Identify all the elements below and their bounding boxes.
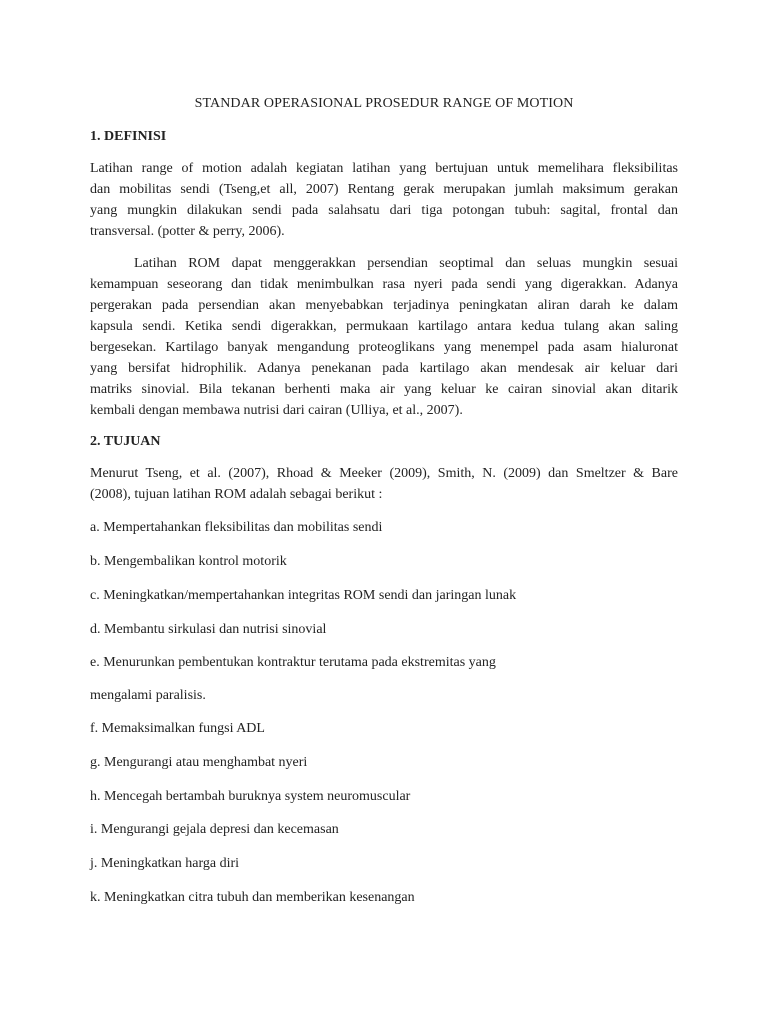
list-item: h. Mencegah bertambah buruknya system neuromuscular — [90, 789, 411, 804]
paragraph-line: kapsula sendi. Ketika sendi digerakkan, permukaan kartilago antara kedua tulang akan saling — [90, 319, 678, 334]
paragraph-line: Menurut Tseng, et al. (2007), Rhoad & Meeker (2009), Smith, N. (2009) dan Smeltzer & Bare — [90, 466, 678, 481]
paragraph-line: kemampuan seseorang dan tidak menimbulkan rasa nyeri pada sendi yang digerakkan. Adanya — [90, 277, 678, 292]
paragraph-line: yang mungkin dilakukan sendi pada salahsatu dari tiga potongan tubuh: sagital, frontal dan — [90, 203, 678, 218]
section-heading-definisi: 1. DEFINISI — [90, 129, 167, 144]
paragraph-line: dan mobilitas sendi (Tseng,et all, 2007) Rentang gerak merupakan jumlah maksimum gerakan — [90, 182, 678, 197]
list-item: c. Meningkatkan/mempertahankan integritas ROM sendi dan jaringan lunak — [90, 588, 517, 603]
paragraph-line: matriks sinovial. Bila tekanan berhenti maka air yang keluar ke cairan sinovial akan ditarik — [90, 382, 678, 397]
list-item: i. Mengurangi gejala depresi dan kecemasan — [90, 822, 339, 837]
list-item: j. Meningkatkan harga diri — [90, 856, 240, 871]
paragraph-line: Latihan range of motion adalah kegiatan latihan yang bertujuan untuk memelihara fleksibilitas — [90, 161, 678, 176]
paragraph-line: (2008), tujuan latihan ROM adalah sebagai berikut : — [90, 487, 383, 502]
list-item: a. Mempertahankan fleksibilitas dan mobilitas sendi — [90, 520, 383, 535]
list-item: k. Meningkatkan citra tubuh dan memberikan kesenangan — [90, 890, 415, 905]
paragraph-line: yang bersifat hidrophilik. Adanya penekanan pada kartilago akan mendesak air keluar dari — [90, 361, 678, 376]
section-heading-tujuan: 2. TUJUAN — [90, 434, 161, 449]
list-item: f. Memaksimalkan fungsi ADL — [90, 721, 265, 736]
paragraph-definisi-2 — [90, 253, 678, 421]
paragraph-line: Latihan ROM dapat menggerakkan persendian seoptimal dan seluas mungkin sesuai — [134, 256, 678, 271]
list-item: g. Mengurangi atau menghambat nyeri — [90, 755, 308, 770]
list-item-continuation: mengalami paralisis. — [90, 688, 206, 703]
document-title: STANDAR OPERASIONAL PROSEDUR RANGE OF MOTION — [194, 96, 574, 111]
paragraph-definisi-1 — [90, 158, 678, 242]
document-page — [90, 0, 678, 1024]
paragraph-line: kembali dengan membawa nutrisi dari cairan (Ulliya, et al., 2007). — [90, 403, 463, 418]
paragraph-tujuan-intro — [90, 463, 678, 505]
list-item: e. Menurunkan pembentukan kontraktur terutama pada ekstremitas yang — [90, 655, 496, 670]
paragraph-line: bergesekan. Kartilago banyak mengandung proteoglikans yang menempel pada asam hialuronat — [90, 340, 678, 355]
paragraph-line: pergerakan pada persendian akan menyebabkan terjadinya peningkatan aliran darah ke dalam — [90, 298, 678, 313]
list-item: d. Membantu sirkulasi dan nutrisi sinovial — [90, 622, 327, 637]
paragraph-line: transversal. (potter & perry, 2006). — [90, 224, 285, 239]
list-item: b. Mengembalikan kontrol motorik — [90, 554, 287, 569]
